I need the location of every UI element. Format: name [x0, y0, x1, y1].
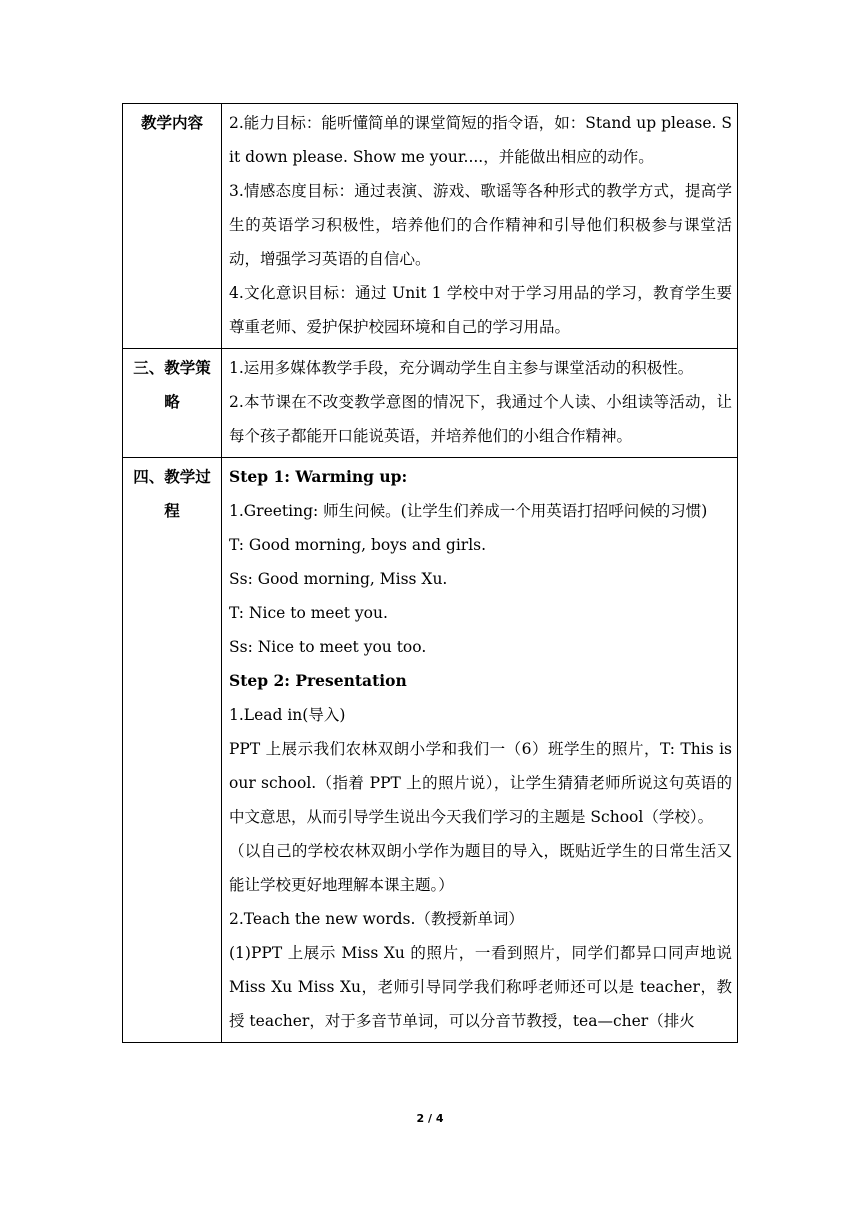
- row-content: [222, 349, 738, 458]
- section-heading: Step 1: Warming up:: [229, 467, 408, 486]
- paragraph: T: Nice to meet you.: [229, 604, 388, 622]
- paragraph: 2.Teach the new words.（教授新单词）: [229, 910, 524, 928]
- paragraph: （以自己的学校农林双朗小学作为题目的导入，既贴近学生的日常生活又能让学校更好地理解本课主题。）: [229, 842, 732, 894]
- paragraph: 4.文化意识目标：通过 Unit 1 学校中对于学习用品的学习，教育学生要尊重老师、爱护保护校园环境和自己的学习用品。: [229, 284, 732, 336]
- row-heading: [123, 349, 222, 458]
- paragraph: 2.能力目标：能听懂简单的课堂简短的指令语，如：Stand up please. Sit down please. Show me your....，并能做出相应的动作。: [229, 114, 732, 166]
- table-row: [123, 458, 738, 1043]
- paragraph: Ss: Good morning, Miss Xu.: [229, 570, 448, 588]
- lesson-plan-table: [122, 103, 738, 1043]
- paragraph: Ss: Nice to meet you too.: [229, 638, 427, 656]
- paragraph: 1.Greeting: 师生问候。(让学生们养成一个用英语打招呼问候的习惯): [229, 502, 708, 520]
- paragraph: 3.情感态度目标：通过表演、游戏、歌谣等各种形式的教学方式，提高学生的英语学习积极性，培养他们的合作精神和引导他们积极参与课堂活动，增强学习英语的自信心。: [229, 182, 732, 268]
- paragraph: T: Good morning, boys and girls.: [229, 536, 487, 554]
- paragraph: (1)PPT 上展示 Miss Xu 的照片，一看到照片，同学们都异口同声地说 Miss Xu Miss Xu，老师引导同学我们称呼老师还可以是 teacher，教授 teacher，对于多音节单词，可以分音节教授，tea—cher（排火: [229, 944, 732, 1030]
- paragraph: 1.运用多媒体教学手段，充分调动学生自主参与课堂活动的积极性。: [229, 359, 694, 377]
- row-heading: [123, 104, 222, 349]
- row-heading: [123, 458, 222, 1043]
- row-heading-line: 教学内容: [140, 113, 203, 132]
- paragraph: 1.Lead in(导入): [229, 706, 346, 724]
- row-heading-line: 四、教学过: [133, 467, 211, 486]
- paragraph: PPT 上展示我们农林双朗小学和我们一（6）班学生的照片，T: This is our school.（指着 PPT 上的照片说），让学生猜猜老师所说这句英语的中文意思，从而引导学生说出今天我们学习的主题是 School（学校）。: [229, 740, 732, 826]
- table-row: [123, 349, 738, 458]
- row-heading-line: 略: [164, 392, 180, 411]
- page-number: 2 / 4: [416, 1112, 444, 1125]
- row-content: [222, 458, 738, 1043]
- paragraph: 2.本节课在不改变教学意图的情况下，我通过个人读、小组读等活动，让每个孩子都能开口能说英语，并培养他们的小组合作精神。: [229, 393, 732, 445]
- row-heading-line: 程: [164, 501, 180, 520]
- table-row: [123, 104, 738, 349]
- section-heading: Step 2: Presentation: [229, 671, 407, 690]
- row-heading-line: 三、教学策: [133, 358, 211, 377]
- row-content: [222, 104, 738, 349]
